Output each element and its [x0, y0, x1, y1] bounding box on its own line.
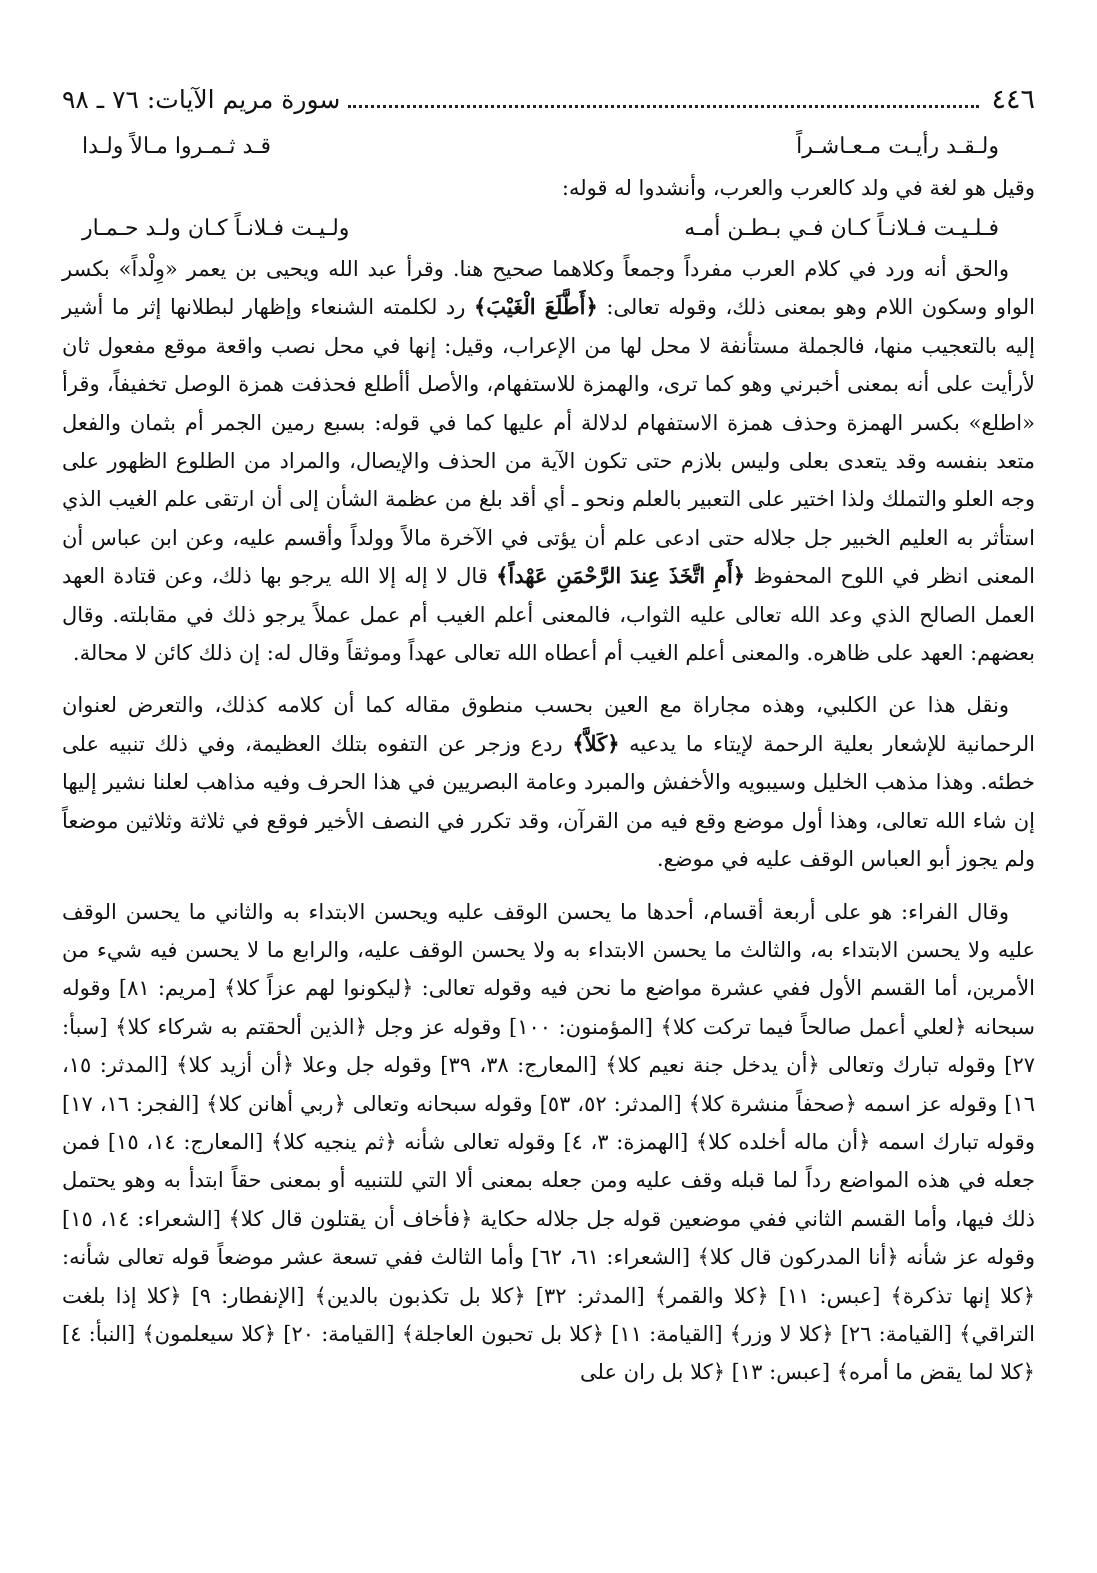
verse-2-right-hemistich: فـلـيـت فـلانـاً كـان فـي بـطـن أمـه	[684, 216, 999, 241]
intro-line: وقيل هو لغة في ولد كالعرب والعرب، وأنشدوا له قوله:	[561, 176, 1035, 200]
verse-1-left-hemistich: قـد ثـمـروا مـالاً ولـدا	[82, 134, 272, 159]
paragraph-1-text-b: رد لكلمته الشنعاء وإظهار لبطلانها إثر ما أشير إليه بالتعجيب منها، فالجملة مستأنفة لا محل لها من الإعراب، وقيل: إنها في محل نصب واقعة موقع مفعول ثان لأرأيت على أنه بمعنى أخبرني وهو كما ترى، والهمزة للاستفهام، والأصل أأطلع فحذفت همزة الوصل تخفيفاً، وقرأ «اطلع» بكسر الهمزة وحذف همزة الاستفهام لدلالة أم عليها كما في قوله: بسبع رمين الجمر أم بثمان والفعل متعد بنفسه وقد يتعدى بعلى وليس بلازم حتى تكون الآية من الحذف والإيصال، والمراد من الطلوع الظهور على وجه العلو والتملك ولذا اختير على التعبير بالعلم ونحو ـ أي أقد بلغ من عظمة الشأن إلى أن ارتقى علم الغيب الذي استأثر به العليم الخبير جل جلاله حتى ادعى علم أن يؤتى في الآخرة مالاً وولداً وأقسم عليه، وعن ابن عباس أن المعنى انظر في اللوح المحفوظ	[62, 295, 1035, 589]
surah-title: سورة مريم الآيات: ٧٦ ـ ٩٨	[62, 85, 341, 114]
paragraph-2-text-a: ونقل هذا عن الكلبي، وهذه مجاراة مع العين بحسب منطوق مقاله كما أن كلامه كذلك، والتعرض لعنوان الرحمانية للإشعار بعلية الرحمة لإيتاء ما يدعيه	[62, 693, 1035, 756]
paragraph-2-text-b: ردع وزجر عن التفوه بتلك العظيمة، وفي ذلك تنبيه على خطئه. وهذا مذهب الخليل وسيبويه والأخفش والمبرد وعامة البصريين في هذا الحرف وفيه مذاهب لعلنا نشير إليها إن شاء الله تعالى، وهذا أول موضع وقع فيه من القرآن، وقد تكرر في النصف الأخير فوقع في ثلاثة وثلاثين موضعاً ولم يجوز أبو العباس الوقف عليه في موضع.	[62, 731, 1035, 872]
paragraph-2	[62, 686, 1035, 878]
verse-2-left-hemistich: ولـيـت فـلانـاً كـان ولـد حـمـار	[82, 216, 350, 241]
quran-quote-1: ﴿أَطَّلَعَ الْغَيْبَ﴾	[473, 294, 598, 320]
paragraph-1	[62, 250, 1035, 672]
paragraph-3: وقال الفراء: هو على أربعة أقسام، أحدها ما يحسن الوقف عليه ويحسن الابتداء به والثاني ما يحسن الوقف عليه ولا يحسن الابتداء به، والثالث ما يحسن الابتداء به ولا يحسن الوقف عليه، والرابع ما لا يحسن فيه شيء من الأمرين، أما القسم الأول ففي عشرة مواضع ما نحن فيه وقوله تعالى: ﴿ليكونوا لهم عزاً كلا﴾ [مريم: ٨١] وقوله سبحانه ﴿لعلي أعمل صالحاً فيما تركت كلا﴾ [المؤمنون: ١٠٠] وقوله عز وجل ﴿الذين ألحقتم به شركاء كلا﴾ [سبأ: ٢٧] وقوله تبارك وتعالى ﴿أن يدخل جنة نعيم كلا﴾ [المعارج: ٣٨، ٣٩] وقوله جل وعلا ﴿أن أزيد كلا﴾ [المدثر: ١٥، ١٦] وقوله عز اسمه ﴿صحفاً منشرة كلا﴾ [المدثر: ٥٢، ٥٣] وقوله سبحانه وتعالى ﴿ربي أهانن كلا﴾ [الفجر: ١٦، ١٧] وقوله تبارك اسمه ﴿أن ماله أخلده كلا﴾ [الهمزة: ٣، ٤] وقوله تعالى شأنه ﴿ثم ينجيه كلا﴾ [المعارج: ١٤، ١٥] فمن جعله في هذه المواضع رداً لما قبله وقف عليه ومن جعله بمعنى ألا التي للتنبيه أو بمعنى حقاً ابتدأ به وهو يحتمل ذلك فيها، وأما القسم الثاني ففي موضعين قوله جل جلاله حكاية ﴿فأخاف أن يقتلون قال كلا﴾ [الشعراء: ١٤، ١٥] وقوله عز شأنه ﴿أنا المدركون قال كلا﴾ [الشعراء: ٦١، ٦٢] وأما الثالث ففي تسعة عشر موضعاً قوله تعالى شأنه: ﴿كلا إنها تذكرة﴾ [عبس: ١١] ﴿كلا والقمر﴾ [المدثر: ٣٢] ﴿كلا بل تكذبون بالدين﴾ [الإنفطار: ٩] ﴿كلا إذا بلغت التراقي﴾ [القيامة: ٢٦] ﴿كلا لا وزر﴾ [القيامة: ١١] ﴿كلا بل تحبون العاجلة﴾ [القيامة: ٢٠] ﴿كلا سيعلمون﴾ [النبأ: ٤] ﴿كلا لما يقض ما أمره﴾ [عبس: ١٣] ﴿كلا بل ران على	[62, 899, 1036, 1385]
header-leader-dots	[348, 104, 979, 108]
poetry-verse-1	[62, 126, 1035, 168]
paragraph-1-text-c: قال لا إله إلا الله يرجو بها ذلك، وعن قتادة العهد العمل الصالح الذي وعد الله تعالى عليه الثواب، فالمعنى أعلم الغيب أم عمل عملاً يرجو ذلك في مقابلته. وقال بعضهم: العهد على ظاهره. والمعنى أعلم الغيب أم أعطاه الله تعالى عهداً وموثقاً وقال له: إن ذلك كائن لا محالة.	[62, 564, 1035, 666]
quran-quote-2: ﴿أَمِ اتَّخَذَ عِندَ الرَّحْمَنِ عَهْداً﴾	[496, 563, 746, 589]
poetry-verse-2	[62, 208, 1035, 250]
quran-quote-3: ﴿كَلاَّ﴾	[572, 730, 620, 756]
running-header	[62, 82, 1035, 118]
paragraph-1-text-a: والحق أنه ورد في كلام العرب مفرداً وجمعاً وكلاهما صحيح هنا. وقرأ عبد الله ويحيى بن يعمر «وِلْداً» بكسر الواو وسكون اللام وهو بمعنى ذلك، وقوله تعالى:	[62, 257, 1035, 320]
page-number: ٤٤٦	[991, 84, 1035, 115]
verse-1-right-hemistich: ولـقـد رأيـت مـعـاشـراً	[796, 134, 999, 159]
